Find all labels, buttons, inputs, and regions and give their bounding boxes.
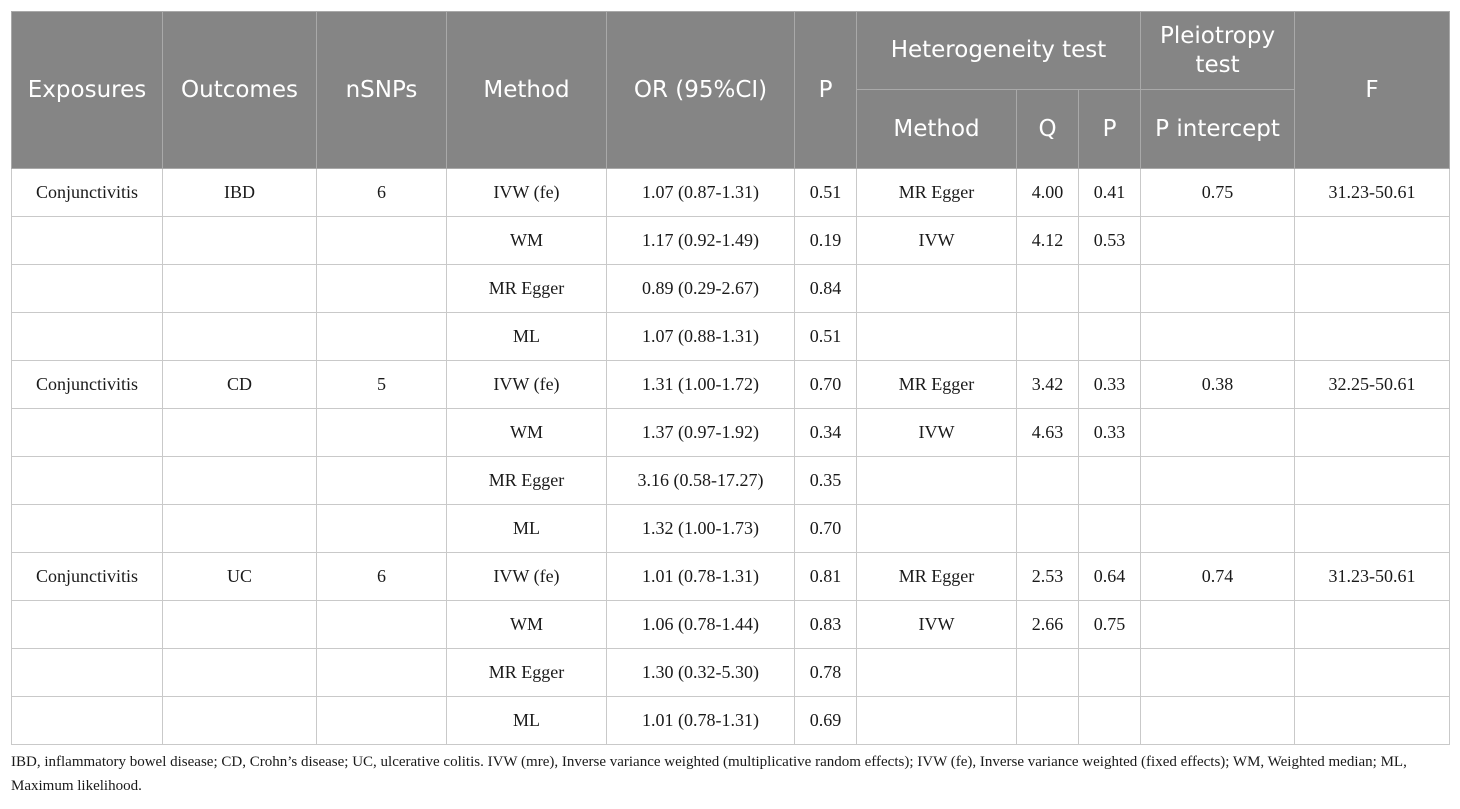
cell-q (1017, 265, 1079, 313)
cell-f (1295, 409, 1450, 457)
cell-nsnps (317, 313, 447, 361)
cell-p-int: 0.74 (1141, 553, 1295, 601)
cell-f (1295, 313, 1450, 361)
cell-nsnps: 6 (317, 553, 447, 601)
cell-p-int: 0.75 (1141, 169, 1295, 217)
cell-het-p (1079, 649, 1141, 697)
cell-f (1295, 697, 1450, 745)
cell-outcome (163, 649, 317, 697)
col-or-ci: OR (95%CI) (607, 12, 795, 169)
cell-p-int (1141, 697, 1295, 745)
cell-or: 1.17 (0.92-1.49) (607, 217, 795, 265)
cell-het-method: MR Egger (857, 553, 1017, 601)
cell-f (1295, 649, 1450, 697)
cell-or: 1.01 (0.78-1.31) (607, 697, 795, 745)
mr-results-table (11, 11, 1450, 745)
cell-p-int (1141, 601, 1295, 649)
cell-outcome (163, 697, 317, 745)
cell-het-p: 0.75 (1079, 601, 1141, 649)
table-row (12, 265, 1450, 313)
cell-nsnps: 5 (317, 361, 447, 409)
cell-outcome: IBD (163, 169, 317, 217)
cell-p: 0.81 (795, 553, 857, 601)
table-body (12, 169, 1450, 745)
cell-or: 1.30 (0.32-5.30) (607, 649, 795, 697)
cell-p: 0.35 (795, 457, 857, 505)
cell-f: 31.23-50.61 (1295, 553, 1450, 601)
cell-method: ML (447, 505, 607, 553)
cell-het-method: MR Egger (857, 169, 1017, 217)
col-het-p: P (1079, 90, 1141, 169)
cell-het-method (857, 505, 1017, 553)
col-outcomes: Outcomes (163, 12, 317, 169)
cell-f (1295, 505, 1450, 553)
cell-exposure (12, 505, 163, 553)
table-row (12, 601, 1450, 649)
cell-p: 0.51 (795, 313, 857, 361)
table-row (12, 409, 1450, 457)
cell-outcome (163, 217, 317, 265)
cell-f (1295, 265, 1450, 313)
cell-q: 4.12 (1017, 217, 1079, 265)
cell-or: 3.16 (0.58-17.27) (607, 457, 795, 505)
cell-q (1017, 457, 1079, 505)
cell-exposure (12, 457, 163, 505)
cell-q (1017, 649, 1079, 697)
cell-het-method (857, 697, 1017, 745)
cell-nsnps (317, 217, 447, 265)
col-f: F (1295, 12, 1450, 169)
cell-p: 0.69 (795, 697, 857, 745)
cell-het-p (1079, 505, 1141, 553)
cell-q: 2.66 (1017, 601, 1079, 649)
cell-f: 32.25-50.61 (1295, 361, 1450, 409)
cell-het-p: 0.64 (1079, 553, 1141, 601)
cell-nsnps (317, 409, 447, 457)
col-p: P (795, 12, 857, 169)
col-p-intercept: P intercept (1141, 90, 1295, 169)
cell-method: WM (447, 409, 607, 457)
cell-p: 0.34 (795, 409, 857, 457)
cell-p: 0.70 (795, 505, 857, 553)
cell-exposure (12, 313, 163, 361)
cell-method: MR Egger (447, 649, 607, 697)
cell-or: 0.89 (0.29-2.67) (607, 265, 795, 313)
cell-exposure (12, 265, 163, 313)
cell-het-p: 0.41 (1079, 169, 1141, 217)
cell-het-method (857, 313, 1017, 361)
cell-f (1295, 217, 1450, 265)
cell-p-int: 0.38 (1141, 361, 1295, 409)
col-method: Method (447, 12, 607, 169)
table-row (12, 457, 1450, 505)
cell-q (1017, 505, 1079, 553)
cell-het-method: MR Egger (857, 361, 1017, 409)
cell-outcome (163, 505, 317, 553)
cell-het-p (1079, 457, 1141, 505)
cell-q (1017, 313, 1079, 361)
cell-exposure (12, 409, 163, 457)
cell-p: 0.51 (795, 169, 857, 217)
cell-nsnps (317, 601, 447, 649)
col-het-q: Q (1017, 90, 1079, 169)
cell-nsnps (317, 697, 447, 745)
cell-outcome (163, 313, 317, 361)
cell-f (1295, 601, 1450, 649)
cell-het-method: IVW (857, 217, 1017, 265)
cell-outcome (163, 601, 317, 649)
cell-het-method (857, 265, 1017, 313)
cell-q (1017, 697, 1079, 745)
cell-q: 4.00 (1017, 169, 1079, 217)
cell-or: 1.37 (0.97-1.92) (607, 409, 795, 457)
cell-exposure: Conjunctivitis (12, 361, 163, 409)
cell-het-p: 0.53 (1079, 217, 1141, 265)
col-group-pleiotropy: Pleiotropy test (1141, 12, 1295, 90)
cell-p-int (1141, 265, 1295, 313)
cell-method: MR Egger (447, 265, 607, 313)
table-row (12, 217, 1450, 265)
cell-outcome (163, 265, 317, 313)
cell-p-int (1141, 457, 1295, 505)
cell-method: ML (447, 697, 607, 745)
cell-method: IVW (fe) (447, 169, 607, 217)
cell-method: WM (447, 217, 607, 265)
cell-p-int (1141, 313, 1295, 361)
cell-method: IVW (fe) (447, 361, 607, 409)
cell-or: 1.07 (0.87-1.31) (607, 169, 795, 217)
cell-nsnps (317, 457, 447, 505)
cell-het-method: IVW (857, 601, 1017, 649)
table-row (12, 649, 1450, 697)
cell-p: 0.84 (795, 265, 857, 313)
cell-exposure (12, 601, 163, 649)
cell-p-int (1141, 505, 1295, 553)
cell-het-method: IVW (857, 409, 1017, 457)
cell-p: 0.70 (795, 361, 857, 409)
cell-f (1295, 457, 1450, 505)
cell-exposure (12, 697, 163, 745)
cell-nsnps: 6 (317, 169, 447, 217)
cell-outcome (163, 457, 317, 505)
table-row (12, 505, 1450, 553)
cell-p-int (1141, 649, 1295, 697)
cell-p: 0.83 (795, 601, 857, 649)
cell-or: 1.01 (0.78-1.31) (607, 553, 795, 601)
table-footnote: IBD, inflammatory bowel disease; CD, Crohn’s disease; UC, ulcerative colitis. IVW (mre), Inverse variance weighted (multiplicative random effects); IVW (fe), Inverse variance weighted (fixed effects); WM, Weighted median; ML, Maximum likelihood. (11, 754, 1407, 794)
cell-outcome (163, 409, 317, 457)
cell-het-p (1079, 313, 1141, 361)
cell-p: 0.19 (795, 217, 857, 265)
cell-p: 0.78 (795, 649, 857, 697)
col-het-method: Method (857, 90, 1017, 169)
cell-q: 4.63 (1017, 409, 1079, 457)
col-exposures: Exposures (12, 12, 163, 169)
col-group-heterogeneity: Heterogeneity test (857, 12, 1141, 90)
cell-het-p: 0.33 (1079, 361, 1141, 409)
cell-or: 1.32 (1.00-1.73) (607, 505, 795, 553)
cell-het-p: 0.33 (1079, 409, 1141, 457)
cell-het-p (1079, 697, 1141, 745)
table-row (12, 697, 1450, 745)
cell-p-int (1141, 409, 1295, 457)
cell-method: ML (447, 313, 607, 361)
cell-outcome: CD (163, 361, 317, 409)
cell-f: 31.23-50.61 (1295, 169, 1450, 217)
cell-method: WM (447, 601, 607, 649)
cell-or: 1.06 (0.78-1.44) (607, 601, 795, 649)
cell-het-method (857, 649, 1017, 697)
cell-exposure (12, 217, 163, 265)
cell-het-method (857, 457, 1017, 505)
col-nsnps: nSNPs (317, 12, 447, 169)
cell-q: 2.53 (1017, 553, 1079, 601)
table-row (12, 361, 1450, 409)
table-row (12, 169, 1450, 217)
cell-nsnps (317, 649, 447, 697)
cell-method: MR Egger (447, 457, 607, 505)
cell-outcome: UC (163, 553, 317, 601)
cell-or: 1.31 (1.00-1.72) (607, 361, 795, 409)
cell-nsnps (317, 505, 447, 553)
cell-or: 1.07 (0.88-1.31) (607, 313, 795, 361)
cell-q: 3.42 (1017, 361, 1079, 409)
table-header (12, 12, 1450, 169)
cell-method: IVW (fe) (447, 553, 607, 601)
cell-exposure: Conjunctivitis (12, 553, 163, 601)
cell-p-int (1141, 217, 1295, 265)
cell-exposure: Conjunctivitis (12, 169, 163, 217)
cell-nsnps (317, 265, 447, 313)
table-row (12, 553, 1450, 601)
table-row (12, 313, 1450, 361)
cell-exposure (12, 649, 163, 697)
cell-het-p (1079, 265, 1141, 313)
